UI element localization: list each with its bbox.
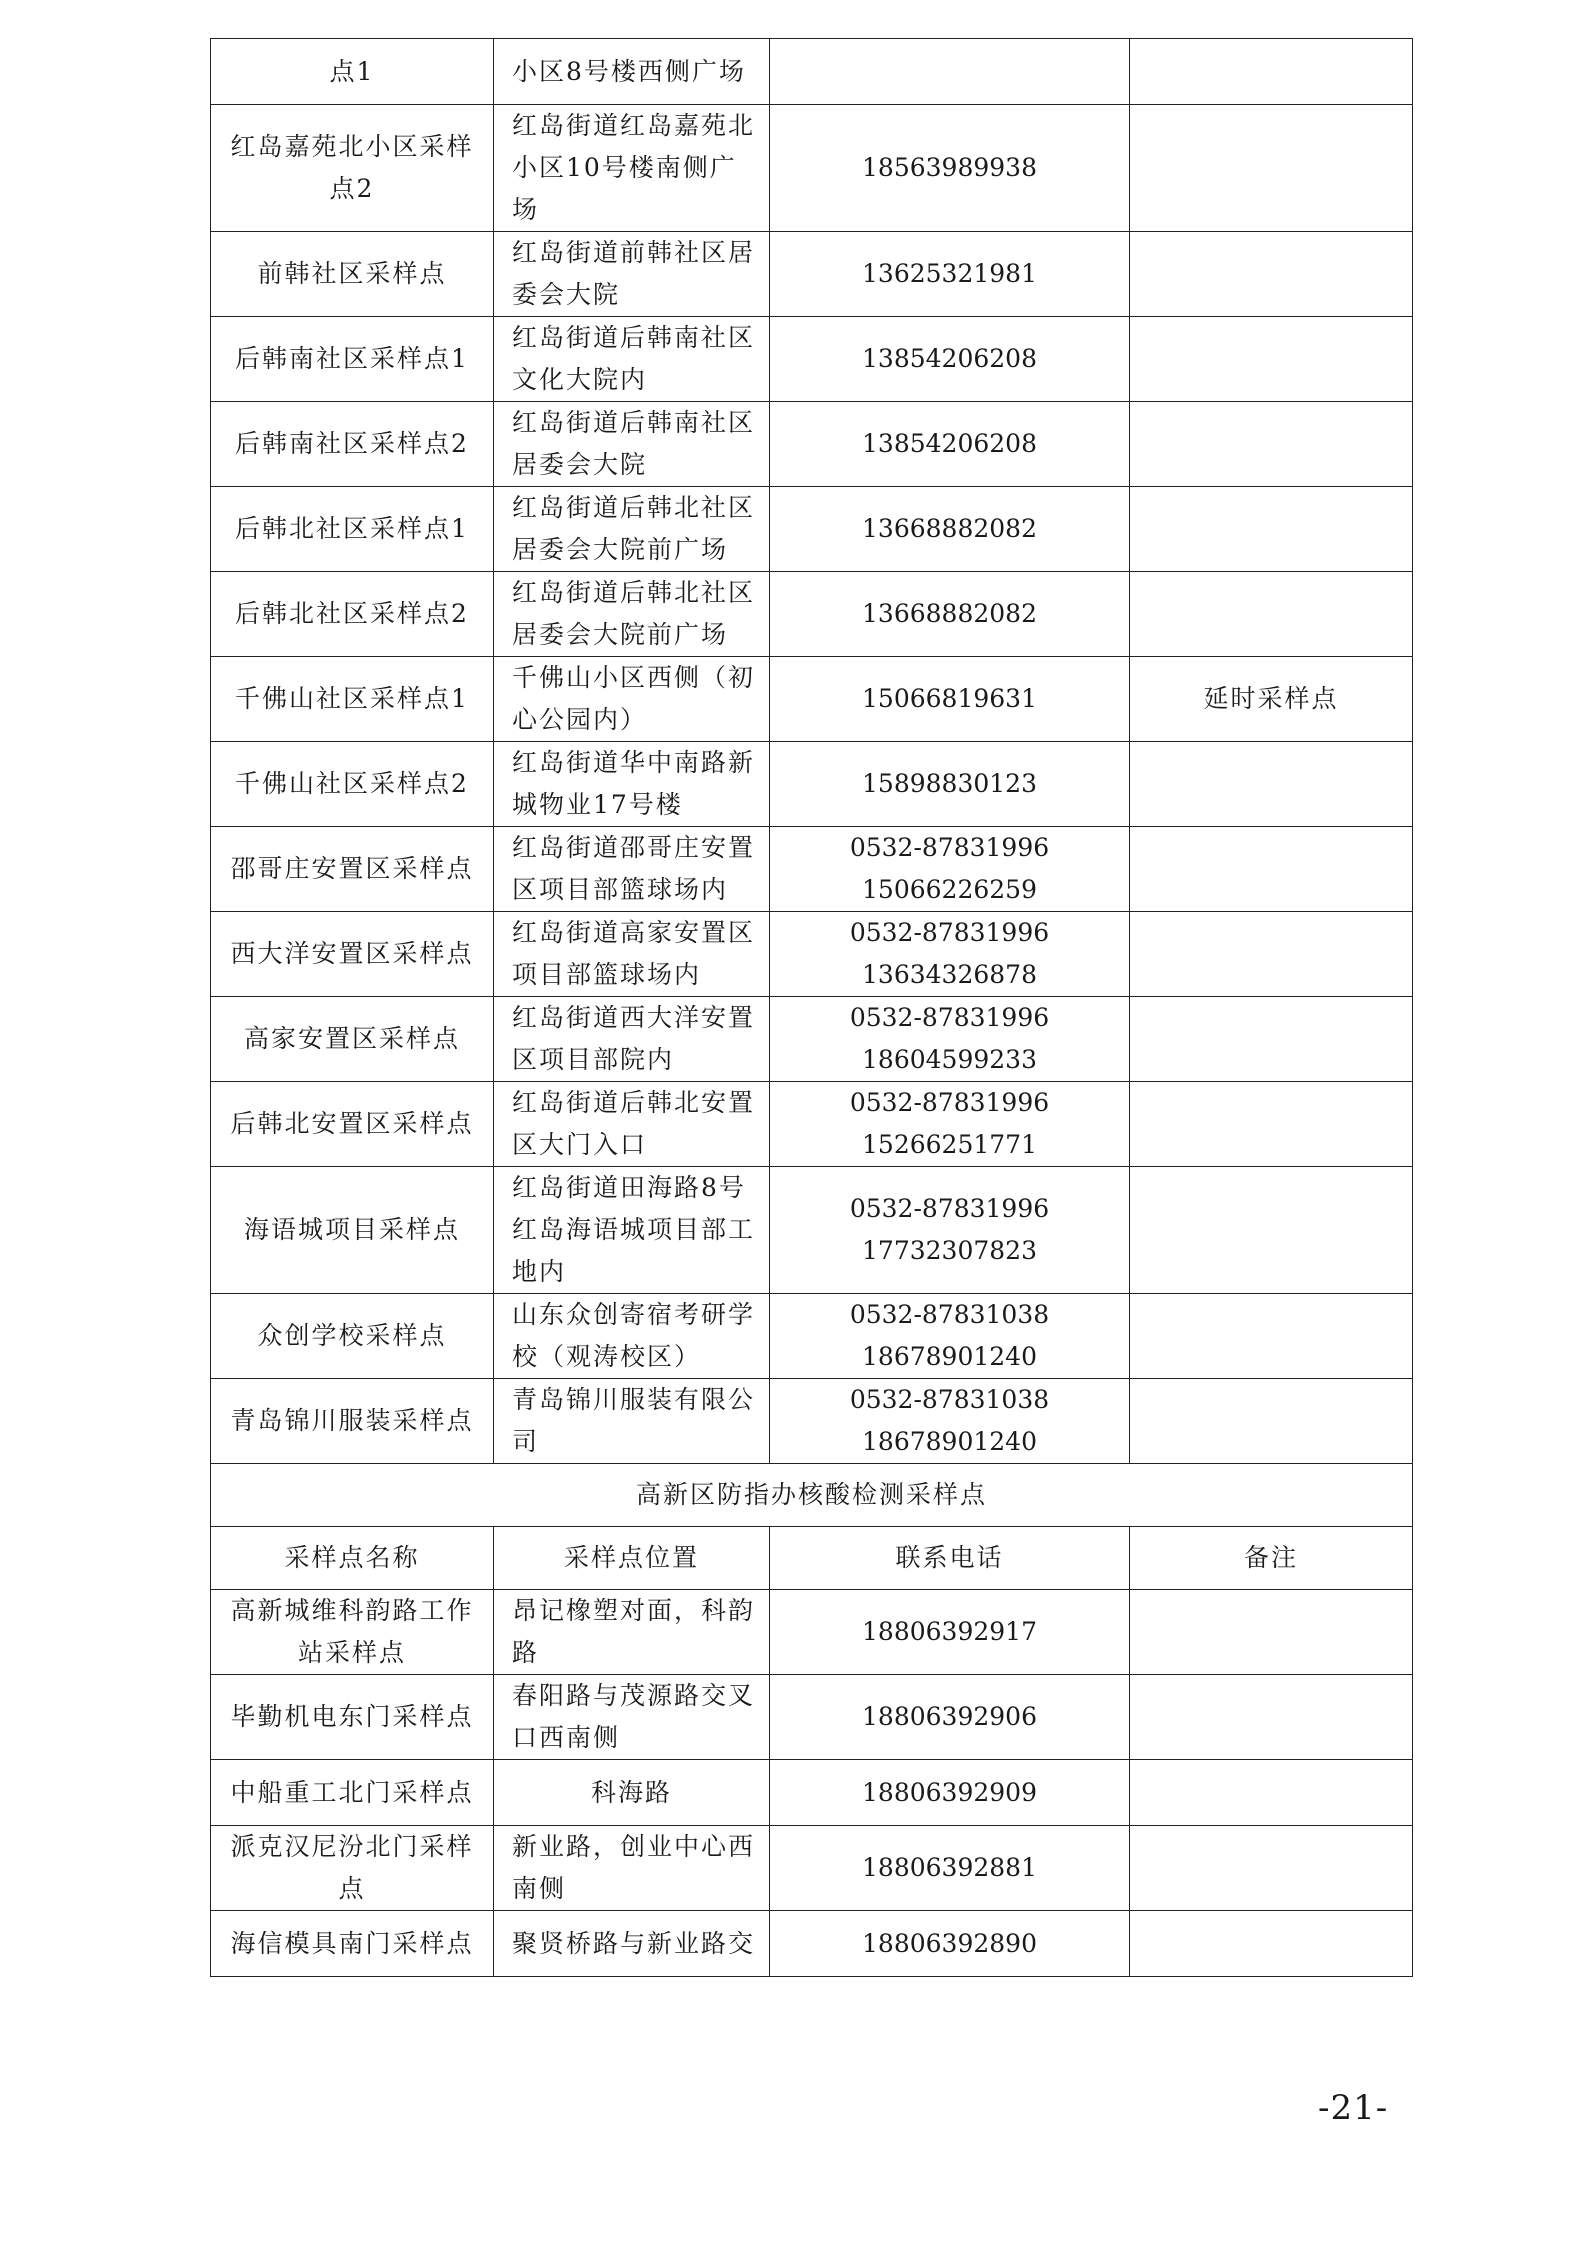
location-cell: 小区8号楼西侧广场 bbox=[494, 39, 770, 105]
location-cell: 新业路，创业中心西 南侧 bbox=[494, 1826, 770, 1911]
table-row bbox=[211, 912, 1413, 997]
name-cell: 后韩北社区采样点2 bbox=[211, 572, 494, 657]
note-cell bbox=[1130, 1760, 1413, 1826]
table-row bbox=[211, 1826, 1413, 1911]
table-row bbox=[211, 1911, 1413, 1977]
name-cell: 千佛山社区采样点1 bbox=[211, 657, 494, 742]
note-cell bbox=[1130, 1911, 1413, 1977]
note-cell bbox=[1130, 572, 1413, 657]
table-row bbox=[211, 572, 1413, 657]
name-cell: 中船重工北门采样点 bbox=[211, 1760, 494, 1826]
location-cell: 红岛街道西大洋安置 区项目部院内 bbox=[494, 997, 770, 1082]
name-cell: 点1 bbox=[211, 39, 494, 105]
phone-cell: 15898830123 bbox=[770, 742, 1130, 827]
phone-cell: 18806392890 bbox=[770, 1911, 1130, 1977]
name-cell: 前韩社区采样点 bbox=[211, 232, 494, 317]
table-row bbox=[211, 657, 1413, 742]
location-cell: 红岛街道后韩南社区 居委会大院 bbox=[494, 402, 770, 487]
note-cell bbox=[1130, 105, 1413, 232]
note-cell bbox=[1130, 1167, 1413, 1294]
header-name: 采样点名称 bbox=[211, 1527, 494, 1590]
location-cell: 红岛街道前韩社区居 委会大院 bbox=[494, 232, 770, 317]
name-cell: 后韩北安置区采样点 bbox=[211, 1082, 494, 1167]
header-location: 采样点位置 bbox=[494, 1527, 770, 1590]
section-title: 高新区防指办核酸检测采样点 bbox=[211, 1464, 1413, 1527]
phone-cell: 18806392881 bbox=[770, 1826, 1130, 1911]
table-row bbox=[211, 997, 1413, 1082]
location-cell: 红岛街道后韩北社区 居委会大院前广场 bbox=[494, 572, 770, 657]
phone-cell: 13854206208 bbox=[770, 402, 1130, 487]
table-row bbox=[211, 487, 1413, 572]
phone-cell: 0532-87831038 18678901240 bbox=[770, 1294, 1130, 1379]
note-cell bbox=[1130, 1590, 1413, 1675]
location-cell: 春阳路与茂源路交叉 口西南侧 bbox=[494, 1675, 770, 1760]
table-body bbox=[211, 39, 1413, 1977]
note-cell: 延时采样点 bbox=[1130, 657, 1413, 742]
table-header-row bbox=[211, 1527, 1413, 1590]
phone-cell: 0532-87831038 18678901240 bbox=[770, 1379, 1130, 1464]
note-cell bbox=[1130, 317, 1413, 402]
location-cell: 科海路 bbox=[494, 1760, 770, 1826]
name-cell: 西大洋安置区采样点 bbox=[211, 912, 494, 997]
location-cell: 红岛街道红岛嘉苑北 小区10号楼南侧广 场 bbox=[494, 105, 770, 232]
header-note: 备注 bbox=[1130, 1527, 1413, 1590]
table-row bbox=[211, 1675, 1413, 1760]
phone-cell bbox=[770, 39, 1130, 105]
phone-cell: 13668882082 bbox=[770, 572, 1130, 657]
location-cell: 红岛街道高家安置区 项目部篮球场内 bbox=[494, 912, 770, 997]
note-cell bbox=[1130, 1082, 1413, 1167]
location-cell: 青岛锦川服装有限公 司 bbox=[494, 1379, 770, 1464]
phone-cell: 18806392917 bbox=[770, 1590, 1130, 1675]
note-cell bbox=[1130, 1379, 1413, 1464]
sampling-points-table bbox=[210, 38, 1413, 1977]
table-row bbox=[211, 1167, 1413, 1294]
name-cell: 千佛山社区采样点2 bbox=[211, 742, 494, 827]
note-cell bbox=[1130, 997, 1413, 1082]
name-cell: 青岛锦川服装采样点 bbox=[211, 1379, 494, 1464]
phone-cell: 18806392909 bbox=[770, 1760, 1130, 1826]
section-title-row bbox=[211, 1464, 1413, 1527]
phone-cell: 18563989938 bbox=[770, 105, 1130, 232]
name-cell: 毕勤机电东门采样点 bbox=[211, 1675, 494, 1760]
table-row bbox=[211, 1760, 1413, 1826]
table-row bbox=[211, 1082, 1413, 1167]
table-row bbox=[211, 402, 1413, 487]
note-cell bbox=[1130, 1826, 1413, 1911]
location-cell: 红岛街道田海路8号 红岛海语城项目部工 地内 bbox=[494, 1167, 770, 1294]
table-row bbox=[211, 232, 1413, 317]
name-cell: 高新城维科韵路工作 站采样点 bbox=[211, 1590, 494, 1675]
name-cell: 众创学校采样点 bbox=[211, 1294, 494, 1379]
phone-cell: 15066819631 bbox=[770, 657, 1130, 742]
phone-cell: 13625321981 bbox=[770, 232, 1130, 317]
name-cell: 后韩南社区采样点2 bbox=[211, 402, 494, 487]
table-row bbox=[211, 105, 1413, 232]
note-cell bbox=[1130, 487, 1413, 572]
note-cell bbox=[1130, 1294, 1413, 1379]
note-cell bbox=[1130, 912, 1413, 997]
location-cell: 红岛街道后韩南社区 文化大院内 bbox=[494, 317, 770, 402]
name-cell: 派克汉尼汾北门采样 点 bbox=[211, 1826, 494, 1911]
location-cell: 红岛街道后韩北安置 区大门入口 bbox=[494, 1082, 770, 1167]
phone-cell: 13854206208 bbox=[770, 317, 1130, 402]
table-row bbox=[211, 1379, 1413, 1464]
location-cell: 红岛街道华中南路新 城物业17号楼 bbox=[494, 742, 770, 827]
name-cell: 后韩北社区采样点1 bbox=[211, 487, 494, 572]
note-cell bbox=[1130, 827, 1413, 912]
phone-cell: 13668882082 bbox=[770, 487, 1130, 572]
table-row bbox=[211, 39, 1413, 105]
name-cell: 邵哥庄安置区采样点 bbox=[211, 827, 494, 912]
phone-cell: 0532-87831996 17732307823 bbox=[770, 1167, 1130, 1294]
note-cell bbox=[1130, 232, 1413, 317]
phone-cell: 0532-87831996 15066226259 bbox=[770, 827, 1130, 912]
location-cell: 山东众创寄宿考研学 校（观涛校区） bbox=[494, 1294, 770, 1379]
phone-cell: 18806392906 bbox=[770, 1675, 1130, 1760]
location-cell: 昂记橡塑对面，科韵 路 bbox=[494, 1590, 770, 1675]
table-row bbox=[211, 317, 1413, 402]
header-phone: 联系电话 bbox=[770, 1527, 1130, 1590]
note-cell bbox=[1130, 39, 1413, 105]
note-cell bbox=[1130, 742, 1413, 827]
name-cell: 海信模具南门采样点 bbox=[211, 1911, 494, 1977]
phone-cell: 0532-87831996 18604599233 bbox=[770, 997, 1130, 1082]
name-cell: 海语城项目采样点 bbox=[211, 1167, 494, 1294]
phone-cell: 0532-87831996 15266251771 bbox=[770, 1082, 1130, 1167]
location-cell: 红岛街道邵哥庄安置 区项目部篮球场内 bbox=[494, 827, 770, 912]
phone-cell: 0532-87831996 13634326878 bbox=[770, 912, 1130, 997]
table-row bbox=[211, 1590, 1413, 1675]
location-cell: 红岛街道后韩北社区 居委会大院前广场 bbox=[494, 487, 770, 572]
table-row bbox=[211, 1294, 1413, 1379]
table-row bbox=[211, 742, 1413, 827]
note-cell bbox=[1130, 402, 1413, 487]
table-row bbox=[211, 827, 1413, 912]
location-cell: 聚贤桥路与新业路交 bbox=[494, 1911, 770, 1977]
page-number: -21- bbox=[1318, 2088, 1389, 2128]
name-cell: 红岛嘉苑北小区采样 点2 bbox=[211, 105, 494, 232]
note-cell bbox=[1130, 1675, 1413, 1760]
location-cell: 千佛山小区西侧（初 心公园内） bbox=[494, 657, 770, 742]
name-cell: 后韩南社区采样点1 bbox=[211, 317, 494, 402]
name-cell: 高家安置区采样点 bbox=[211, 997, 494, 1082]
